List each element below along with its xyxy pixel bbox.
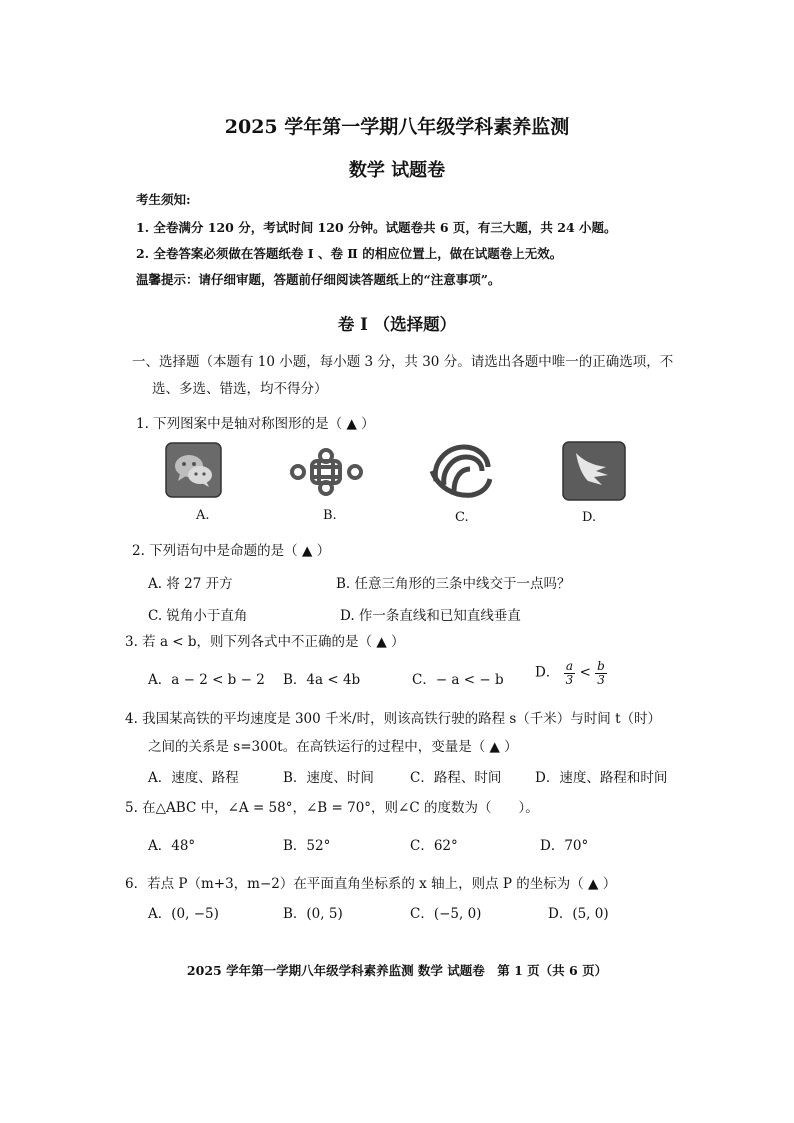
q3-option-c: C．− a < − b <box>412 672 504 688</box>
notes-item-2: 2. 全卷答案必须做在答题纸卷 Ⅰ 、卷 Ⅱ 的相应位置上，做在试题卷上无效。 <box>136 246 563 261</box>
q5-option-c: C．62° <box>410 838 458 854</box>
exam-title: 2025 学年第一学期八年级学科素养监测 <box>224 116 570 138</box>
q6-option-a: A．(0, −5) <box>148 906 219 922</box>
q3-option-d-less-than: < <box>579 664 591 681</box>
section-instruction-line2: 选、多选、错选，均不得分） <box>152 381 328 397</box>
q3-option-d-fraction-2: $\frac{b}{3}$ <box>597 659 605 687</box>
q3-option-b: B．4a < 4b <box>283 672 361 688</box>
q2-option-a: A. 将 27 开方 <box>148 576 233 592</box>
page-footer: 2025 学年第一学期八年级学科素养监测 数学 试题卷 第 1 页（共 6 页） <box>186 963 608 978</box>
q4-option-a: A．速度、路程 <box>148 770 239 786</box>
q4-option-b: B．速度、时间 <box>283 770 374 786</box>
q6-option-d: D．(5, 0) <box>548 906 609 922</box>
section-instruction-line1: 一、选择题（本题有 10 小题，每小题 3 分，共 30 分。请选出各题中唯一的正确选项，不 <box>132 354 674 370</box>
q2-option-b: B. 任意三角形的三条中线交于一点吗？ <box>336 576 571 592</box>
q1-stem: 1. 下列图案中是轴对称图形的是（ ▲ ） <box>136 416 375 432</box>
q4-stem-line1: 4. 我国某高铁的平均速度是 300 千米/时，则该高铁行驶的路程 s（千米）与时间 t（时） <box>125 711 662 727</box>
section-title: 卷 Ⅰ （选择题） <box>337 315 457 334</box>
q5-option-d: D．70° <box>540 838 589 854</box>
q4-stem-line2: 之间的关系是 s=300t。在高铁运行的过程中，变量是（ ▲ ） <box>148 739 518 755</box>
q2-stem: 2. 下列语句中是命题的是（ ▲ ） <box>132 543 331 559</box>
q3-option-d <box>535 660 607 686</box>
notes-tip: 温馨提示：请仔细审题，答题前仔细阅读答题纸上的“注意事项”。 <box>136 272 501 287</box>
q5-stem: 5. 在△ABC 中，∠A = 58°，∠B = 70°，则∠C 的度数为（ ）。 <box>125 800 539 816</box>
q2-option-d: D. 作一条直线和已知直线垂直 <box>340 608 521 624</box>
q1-label-a: A. <box>196 508 210 523</box>
q6-option-b: B．(0, 5) <box>283 906 343 922</box>
q3-option-a: A．a − 2 < b − 2 <box>148 672 265 688</box>
q6-stem: 6．若点 P（m+3，m−2）在平面直角坐标系的 x 轴上，则点 P 的坐标为（ ▲ ） <box>125 876 617 892</box>
q4-option-c: C．路程、时间 <box>410 770 502 786</box>
notes-heading: 考生须知: <box>136 192 191 207</box>
exam-subtitle: 数学 试题卷 <box>348 160 446 181</box>
q2-option-c: C. 锐角小于直角 <box>148 608 248 624</box>
notes-item-1: 1. 全卷满分 120 分，考试时间 120 分钟。试题卷共 6 页，有三大题，共 24 小题。 <box>136 220 617 235</box>
q3-option-d-prefix: D． <box>535 664 560 681</box>
q1-label-c: C. <box>455 510 469 525</box>
wechat-logo-icon <box>165 442 222 498</box>
q1-label-b: B. <box>323 508 337 523</box>
q5-option-a: A．48° <box>148 838 196 854</box>
chinese-knot-icon <box>288 446 365 498</box>
china-mobile-logo-icon <box>428 441 492 501</box>
q6-option-c: C．(−5, 0) <box>410 906 482 922</box>
q3-option-d-fraction-1: $\frac{a}{3}$ <box>565 659 574 687</box>
q3-stem: 3. 若 a < b，则下列各式中不正确的是（ ▲ ） <box>125 634 405 650</box>
q1-label-d: D. <box>582 510 597 525</box>
q5-option-b: B．52° <box>283 838 331 854</box>
wing-logo-icon <box>562 441 626 501</box>
q4-option-d: D．速度、路程和时间 <box>535 770 668 786</box>
